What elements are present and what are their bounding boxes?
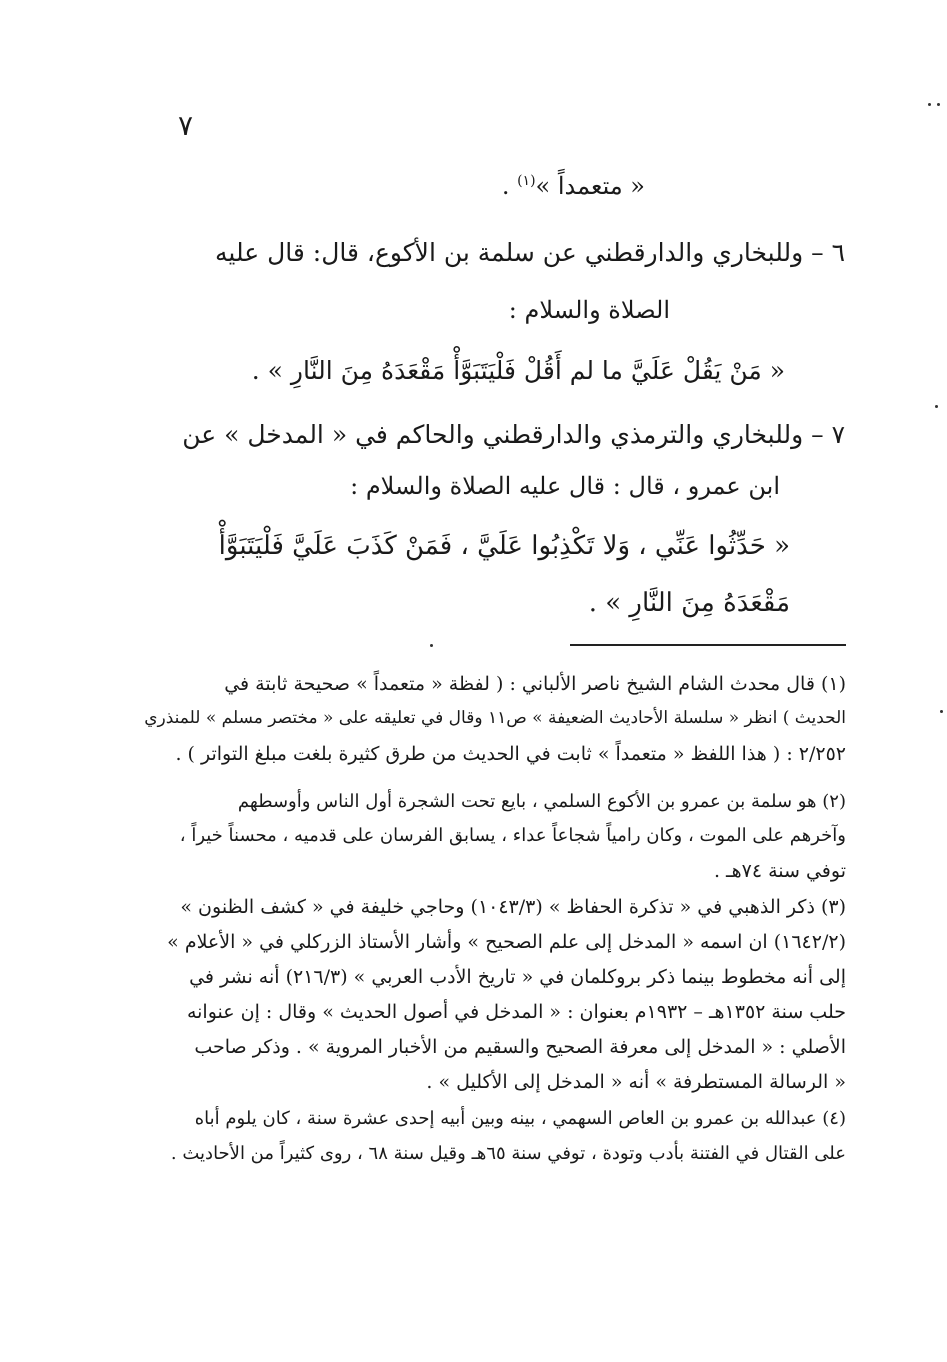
footnote-line: الأصلي : « المدخل إلى معرفة الصحيح والسقيم من الأخبار المروية » . وذكر صاحب xyxy=(194,1036,846,1058)
footnote-line: (١٦٤٢/٢) ان اسمه « المدخل إلى علم الصحيح » وأشار الأستاذ الزركلي في « الأعلام » xyxy=(167,931,846,953)
text-line: ابن عمرو ، قال : قال عليه الصلاة والسلام : xyxy=(350,472,780,500)
scan-speck xyxy=(940,710,943,713)
text-line: ٧ – وللبخاري والترمذي والدارقطني والحاكم في « المدخل » عن xyxy=(182,420,845,449)
text-line: ٦ – وللبخاري والدارقطني عن سلمة بن الأكوع، قال: قال عليه xyxy=(215,238,845,267)
text-line: « متعمداً »$^{(١)}$ . xyxy=(501,172,645,200)
footnote-separator xyxy=(570,644,846,646)
scan-speck xyxy=(937,103,940,106)
scan-speck xyxy=(430,644,433,647)
text-line: الصلاة والسلام : xyxy=(508,296,670,324)
page-number: ٧ xyxy=(178,109,194,142)
text-line: مَقْعَدَهُ مِنَ النَّارِ » . xyxy=(588,588,790,618)
footnote-line: إلى أنه مخطوط بينما ذكر بروكلمان في « تاريخ الأدب العربي » (٢١٦/٣) أنه نشر في xyxy=(189,966,846,988)
footnote-line: (٤) عبدالله بن عمرو بن العاص السهمي ، بينه وبين أبيه إحدى عشرة سنة ، كان يلوم أباه xyxy=(194,1108,846,1129)
footnote-line: توفي سنة ٧٤هـ . xyxy=(713,860,846,882)
footnote-line: (٢) هو سلمة بن عمرو بن الأكوع السلمي ، بايع تحت الشجرة أول الناس وأوسطهم xyxy=(237,791,846,812)
scan-speck xyxy=(935,405,938,408)
footnote-mark: (١) xyxy=(517,173,536,189)
footnote-line: على القتال في الفتنة بأدب وتودة ، توفي سنة ٦٥هـ وقيل سنة ٦٨ ، روى كثيراً من الأحاديث . xyxy=(170,1143,846,1164)
footnote-line: الحديث ) انظر « سلسلة الأحاديث الضعيفة » ص١١ وقال في تعليقه على « مختصر مسلم » للمنذري xyxy=(144,708,846,728)
text-line: « حَدِّثُوا عَنِّي ، وَلا تَكْذِبُوا عَلَيَّ ، فَمَنْ كَذَبَ عَلَيَّ فَلْيَتَبَوَّأْ xyxy=(218,531,790,561)
footnote-line: ٢/٢٥٢ : ( هذا اللفظ « متعمداً » ثابت في الحديث من طرق كثيرة بلغت مبلغ التواتر ) . xyxy=(175,743,846,765)
footnote-line: (٣) ذكر الذهبي في « تذكرة الحفاظ » (١٠٤٣/٣) وحاجي خليفة في « كشف الظنون » xyxy=(180,896,846,918)
footnote-line: (١) قال محدث الشام الشيخ ناصر الألباني : ( لفظة « متعمداً » صحيحة ثابتة في xyxy=(224,673,846,695)
footnote-line: « الرسالة المستطرفة » أنه « المدخل إلى الأكليل » . xyxy=(426,1071,846,1093)
scan-speck xyxy=(928,103,931,106)
text-line: « مَنْ يَقُلْ عَلَيَّ ما لم أَقُلْ فَلْيَتَبَوَّأْ مَقْعَدَهُ مِنَ النَّارِ » . xyxy=(251,356,785,385)
footnote-line: وآخرهم على الموت ، وكان رامياً شجاعاً عداء ، يسابق الفرسان على قدميه ، محسناً خيراً ، xyxy=(179,825,846,846)
footnote-line: حلب سنة ١٣٥٢هـ – ١٩٣٢م بعنوان : « المدخل في أصول الحديث » وقال : إن عنوانه xyxy=(186,1001,846,1023)
